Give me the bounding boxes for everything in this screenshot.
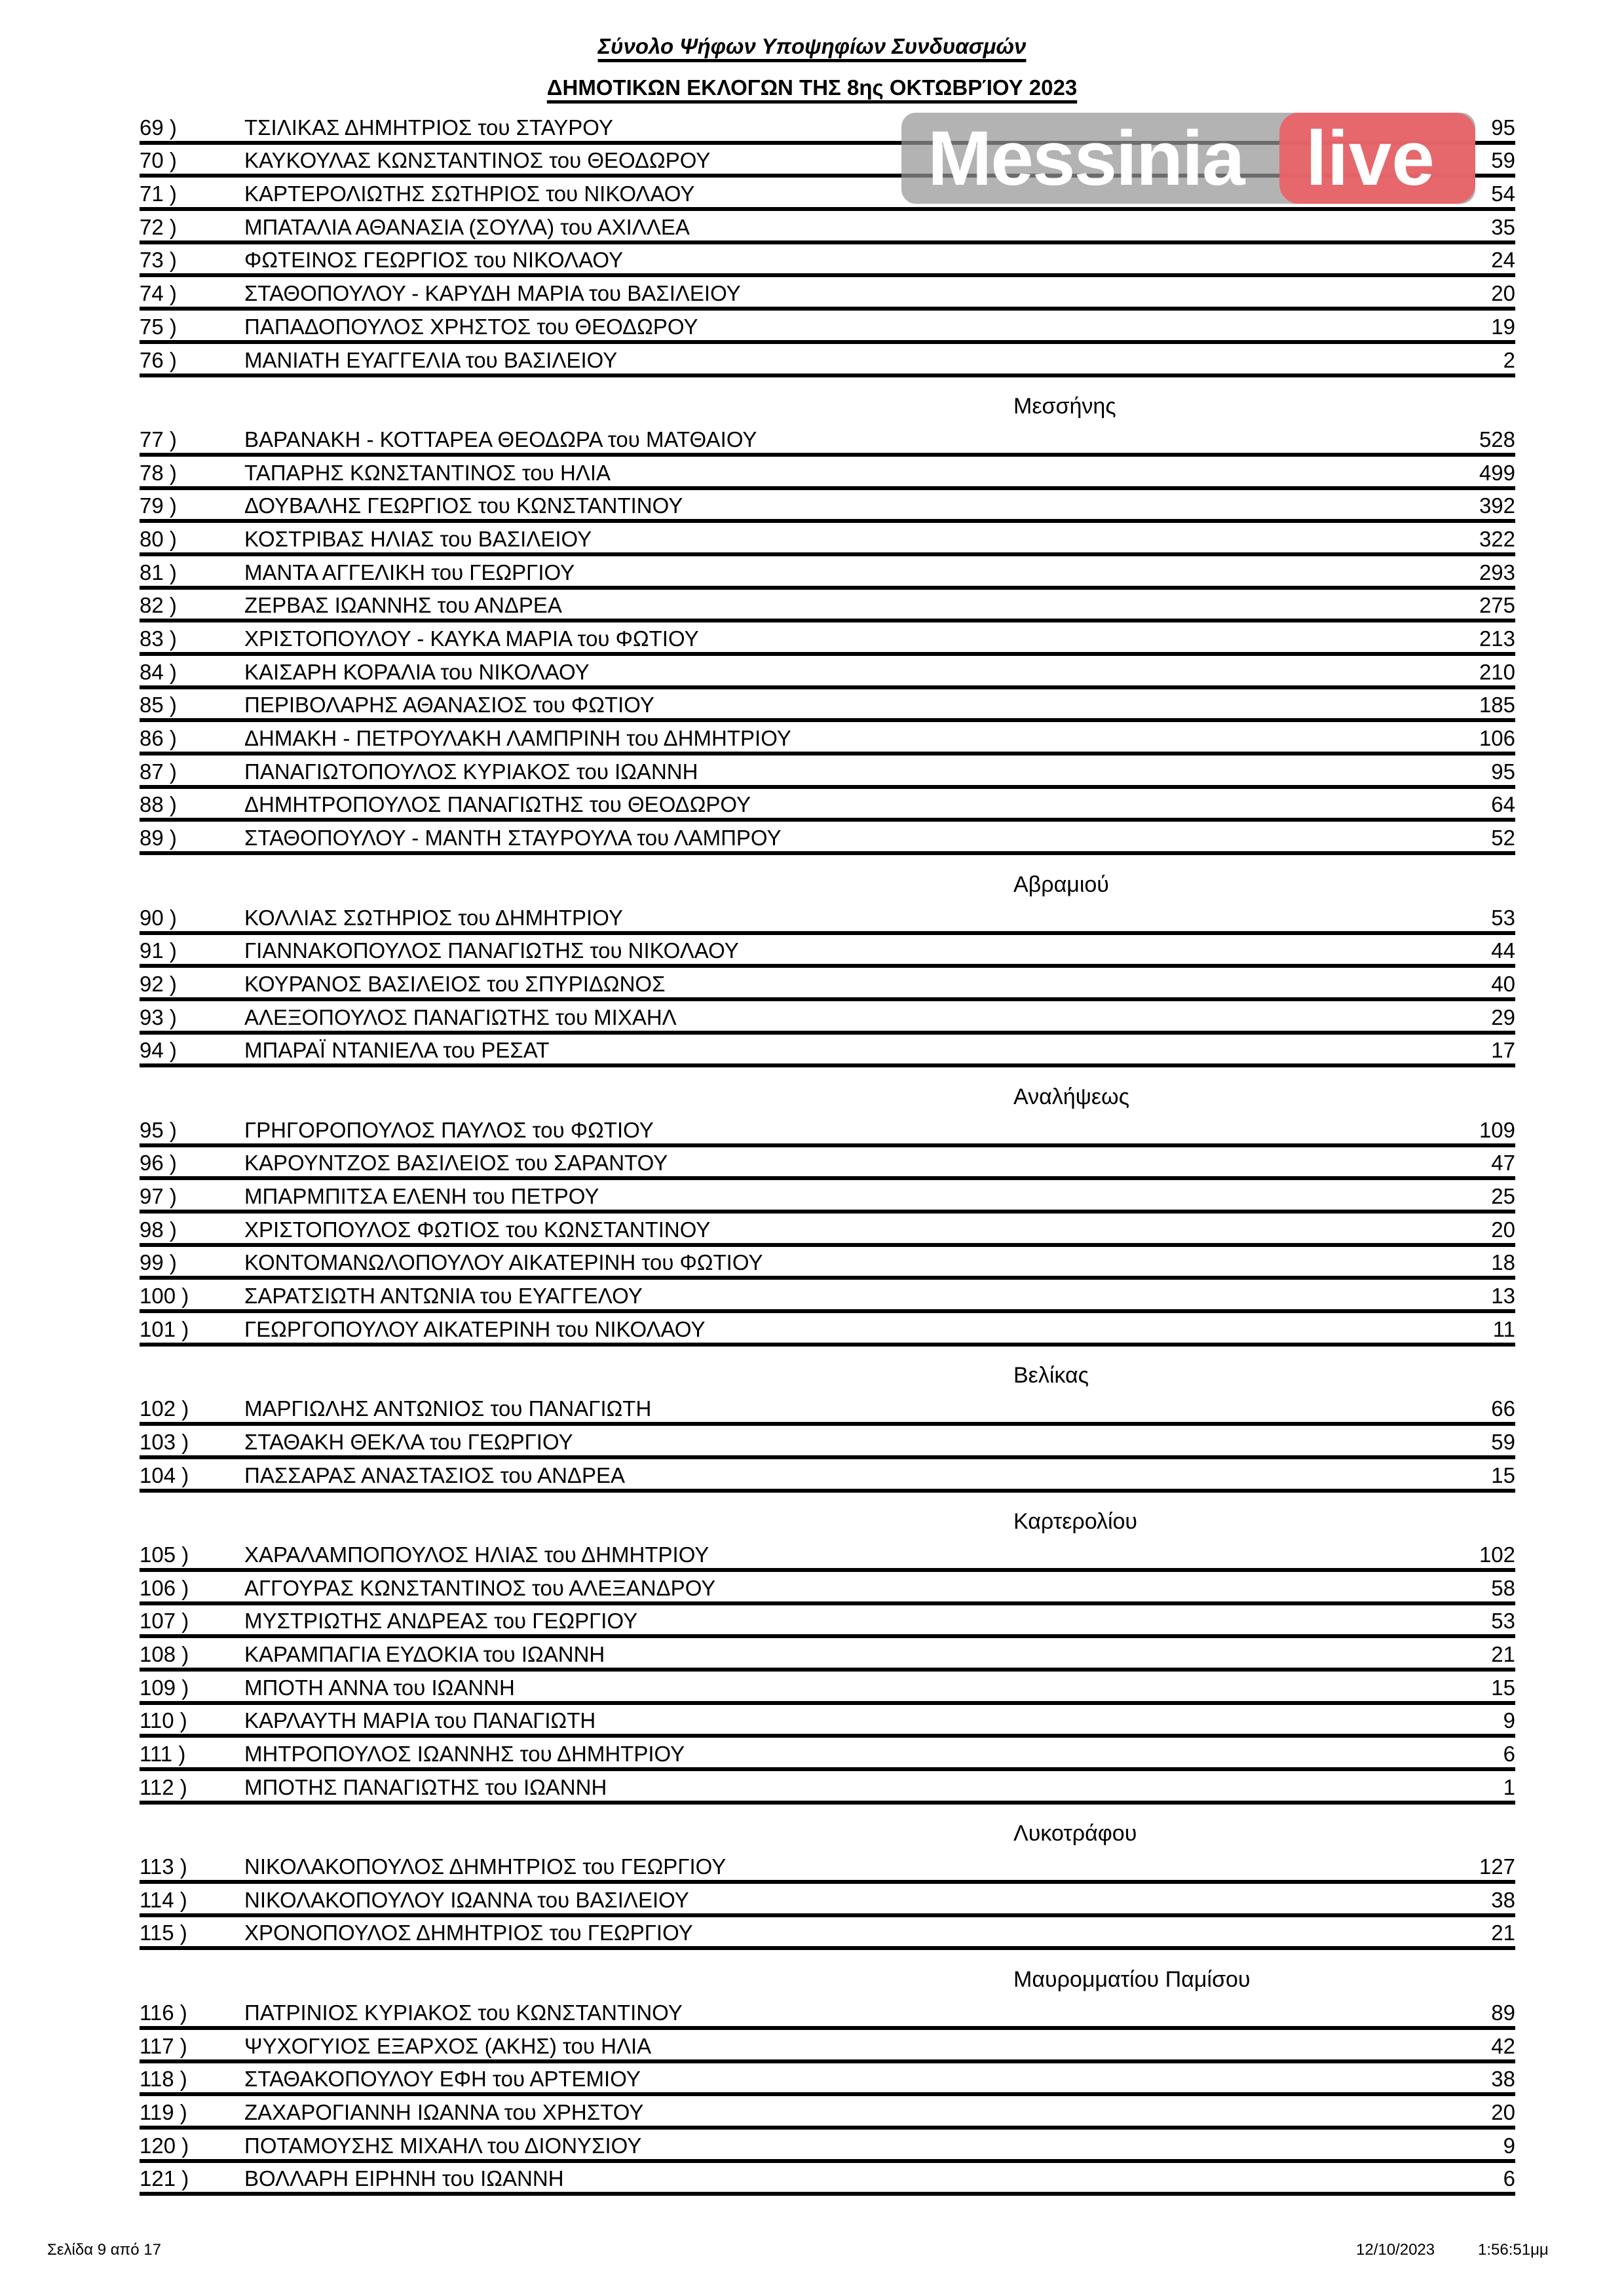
candidate-votes: 20: [1491, 1217, 1515, 1242]
candidate-votes: 21: [1491, 1641, 1515, 1666]
candidate-votes: 38: [1491, 2067, 1515, 2092]
candidate-votes: 15: [1491, 1463, 1515, 1487]
candidate-row: [140, 1180, 1515, 1214]
candidate-num: 88 ): [140, 792, 177, 817]
candidate-name: ΠΑΝΑΓΙΩΤΟΠΟΥΛΟΣ ΚΥΡΙΑΚΟΣ του ΙΩΑΝΝΗ: [244, 759, 698, 784]
section-heading-label: Λυκοτράφου: [1013, 1821, 1137, 1846]
candidate-name: ΓΕΩΡΓΟΠΟΥΛΟΥ ΑΙΚΑΤΕΡΙΝΗ του ΝΙΚΟΛΑΟΥ: [244, 1316, 706, 1341]
section-heading-label: Μεσσήνης: [1013, 394, 1116, 419]
candidate-votes: 6: [1503, 1742, 1515, 1766]
candidate-votes: 109: [1479, 1117, 1515, 1142]
candidate-name: ΑΛΕΞΟΠΟΥΛΟΣ ΠΑΝΑΓΙΩΤΗΣ του ΜΙΧΑΗΛ: [244, 1004, 677, 1029]
candidate-votes: 20: [1491, 2099, 1515, 2124]
messinia-live-watermark-logo: [901, 113, 1475, 204]
candidate-name: ΜΠΑΡΑΪ ΝΤΑΝΙΕΛΑ του ΡΕΣΑΤ: [244, 1038, 550, 1063]
candidate-row: [140, 590, 1515, 623]
candidate-num: 89 ): [140, 826, 177, 851]
candidate-votes: 11: [1492, 1316, 1515, 1341]
candidate-row: [140, 1705, 1515, 1738]
candidate-row: [140, 1147, 1515, 1181]
candidate-num: 112 ): [140, 1774, 187, 1799]
candidate-name: ΠΕΡΙΒΟΛΑΡΗΣ ΑΘΑΝΑΣΙΟΣ του ΦΩΤΙΟΥ: [244, 693, 654, 718]
candidate-row: [140, 2030, 1515, 2063]
candidate-name: ΣΤΑΘΑΚΟΠΟΥΛΟΥ ΕΦΗ του ΑΡΤΕΜΙΟΥ: [244, 2067, 641, 2092]
candidate-num: 120 ): [140, 2133, 189, 2158]
candidate-name: ΧΡΙΣΤΟΠΟΥΛΟΥ - ΚΑΥΚΑ ΜΑΡΙΑ του ΦΩΤΙΟΥ: [244, 626, 699, 651]
candidate-num: 115 ): [140, 1921, 187, 1945]
candidate-votes: 1: [1503, 1774, 1515, 1799]
candidate-name: ΝΙΚΟΛΑΚΟΠΟΥΛΟΥ ΙΩΑΝΝΑ του ΒΑΣΙΛΕΙΟΥ: [244, 1887, 689, 1912]
candidate-votes: 213: [1479, 626, 1515, 651]
candidate-name: ΦΩΤΕΙΝΟΣ ΓΕΩΡΓΙΟΣ του ΝΙΚΟΛΑΟΥ: [244, 248, 624, 273]
candidate-name: ΔΗΜΑΚΗ - ΠΕΤΡΟΥΛΑΚΗ ΛΑΜΠΡΙΝΗ του ΔΗΜΗΤΡΙΟΥ: [244, 726, 791, 751]
candidate-num: 98 ): [140, 1217, 177, 1242]
candidate-name: ΣΤΑΘΟΠΟΥΛΟΥ - ΜΑΝΤΗ ΣΤΑΥΡΟΥΛΑ του ΛΑΜΠΡΟΥ: [244, 826, 782, 851]
candidate-name: ΜΠΟΤΗ ΑΝΝΑ του ΙΩΑΝΝΗ: [244, 1675, 515, 1700]
candidate-votes: 95: [1491, 115, 1515, 140]
candidate-row: [140, 1771, 1515, 1805]
candidate-votes: 21: [1491, 1921, 1515, 1945]
candidate-name: ΒΟΛΛΑΡΗ ΕΙΡΗΝΗ του ΙΩΑΝΝΗ: [244, 2166, 564, 2191]
candidate-row: [140, 523, 1515, 556]
candidate-row: [140, 1426, 1515, 1459]
candidate-row: [140, 1035, 1515, 1068]
candidate-name: ΖΑΧΑΡΟΓΙΑΝΝΗ ΙΩΑΝΝΑ του ΧΡΗΣΤΟΥ: [244, 2099, 644, 2124]
candidate-num: 117 ): [140, 2033, 187, 2058]
watermark-word-messinia: Messinia: [928, 115, 1244, 202]
candidate-row: [140, 902, 1515, 935]
candidate-votes: 127: [1479, 1854, 1515, 1879]
candidate-row: [140, 211, 1515, 244]
candidate-num: 79 ): [140, 493, 177, 518]
candidate-row: [140, 2063, 1515, 2097]
candidate-votes: 392: [1479, 493, 1515, 518]
candidate-num: 114 ): [140, 1887, 187, 1912]
candidate-name: ΓΡΗΓΟΡΟΠΟΥΛΟΣ ΠΑΥΛΟΣ του ΦΩΤΙΟΥ: [244, 1117, 654, 1142]
candidate-num: 71 ): [140, 182, 177, 206]
candidate-num: 69 ): [140, 115, 177, 140]
footer-page-number: Σελίδα 9 από 17: [47, 2241, 161, 2259]
candidate-num: 96 ): [140, 1151, 177, 1176]
candidate-votes: 528: [1479, 427, 1515, 451]
candidate-row: [140, 1638, 1515, 1672]
candidate-votes: 9: [1503, 2133, 1515, 2158]
section-heading-label: Καρτερολίου: [1013, 1509, 1138, 1535]
candidate-name: ΠΑΣΣΑΡΑΣ ΑΝΑΣΤΑΣΙΟΣ του ΑΝΔΡΕΑ: [244, 1463, 625, 1487]
candidate-row: [140, 1572, 1515, 1605]
candidate-name: ΚΟΥΡΑΝΟΣ ΒΑΣΙΛΕΙΟΣ του ΣΠΥΡΙΔΩΝΟΣ: [244, 971, 666, 996]
candidate-name: ΣΑΡΑΤΣΙΩΤΗ ΑΝΤΩΝΙΑ του ΕΥΑΓΓΕΛΟΥ: [244, 1284, 643, 1309]
candidate-votes: 2: [1503, 347, 1515, 372]
candidate-num: 95 ): [140, 1117, 177, 1142]
candidate-num: 100 ): [140, 1284, 189, 1309]
candidate-votes: 293: [1479, 560, 1515, 584]
candidate-votes: 53: [1491, 1609, 1515, 1634]
candidate-votes: 66: [1491, 1396, 1515, 1421]
candidate-row: [140, 1214, 1515, 1247]
candidate-votes: 275: [1479, 593, 1515, 618]
candidate-name: ΜΥΣΤΡΙΩΤΗΣ ΑΝΔΡΕΑΣ του ΓΕΩΡΓΙΟΥ: [244, 1609, 638, 1634]
candidate-num: 110 ): [140, 1708, 187, 1733]
candidate-votes: 499: [1479, 460, 1515, 485]
candidate-num: 101 ): [140, 1316, 189, 1341]
candidate-num: 104 ): [140, 1463, 189, 1487]
candidate-num: 99 ): [140, 1250, 177, 1275]
candidate-num: 80 ): [140, 526, 177, 551]
candidate-name: ΚΟΝΤΟΜΑΝΩΛΟΠΟΥΛΟΥ ΑΙΚΑΤΕΡΙΝΗ του ΦΩΤΙΟΥ: [244, 1250, 763, 1275]
footer-date: 12/10/2023: [1356, 2241, 1435, 2259]
candidate-votes: 95: [1491, 759, 1515, 784]
candidate-row: [140, 1001, 1515, 1035]
candidate-num: 77 ): [140, 427, 177, 451]
candidate-votes: 53: [1491, 905, 1515, 930]
candidate-row: [140, 2096, 1515, 2130]
candidate-name: ΣΤΑΘΑΚΗ ΘΕΚΛΑ του ΓΕΩΡΓΙΟΥ: [244, 1429, 573, 1454]
candidate-num: 105 ): [140, 1542, 189, 1567]
candidate-votes: 13: [1491, 1284, 1515, 1309]
candidate-num: 87 ): [140, 759, 177, 784]
candidate-name: ΚΟΣΤΡΙΒΑΣ ΗΛΙΑΣ του ΒΑΣΙΛΕΙΟΥ: [244, 526, 592, 551]
candidate-votes: 29: [1491, 1004, 1515, 1029]
candidate-name: ΠΟΤΑΜΟΥΣΗΣ ΜΙΧΑΗΛ του ΔΙΟΝΥΣΙΟΥ: [244, 2133, 642, 2158]
candidate-num: 70 ): [140, 148, 177, 173]
candidate-votes: 47: [1491, 1151, 1515, 1176]
document-title: Σύνολο Ψήφων Υποψηφίων Συνδυασμών: [597, 34, 1027, 58]
candidate-row: [140, 1850, 1515, 1884]
candidate-name: ΝΙΚΟΛΑΚΟΠΟΥΛΟΣ ΔΗΜΗΤΡΙΟΣ του ΓΕΩΡΓΙΟΥ: [244, 1854, 727, 1879]
candidate-row: [140, 1997, 1515, 2030]
candidate-row: [140, 556, 1515, 590]
candidate-num: 91 ): [140, 938, 177, 963]
candidate-num: 83 ): [140, 626, 177, 651]
candidate-row: [140, 1672, 1515, 1705]
candidate-name: ΑΓΓΟΥΡΑΣ ΚΩΝΣΤΑΝΤΙΝΟΣ του ΑΛΕΞΑΝΔΡΟΥ: [244, 1575, 716, 1600]
candidate-row: [140, 935, 1515, 968]
candidate-name: ΓΙΑΝΝΑΚΟΠΟΥΛΟΣ ΠΑΝΑΓΙΩΤΗΣ του ΝΙΚΟΛΑΟΥ: [244, 938, 739, 963]
candidate-row: [140, 490, 1515, 524]
candidate-votes: 17: [1491, 1038, 1515, 1063]
candidate-name: ΚΟΛΛΙΑΣ ΣΩΤΗΡΙΟΣ του ΔΗΜΗΤΡΙΟΥ: [244, 905, 623, 930]
candidate-num: 92 ): [140, 971, 177, 996]
candidate-num: 90 ): [140, 905, 177, 930]
section-heading-label: Βελίκας: [1013, 1363, 1089, 1388]
candidate-name: ΚΑΡΟΥΝΤΖΟΣ ΒΑΣΙΛΕΙΟΣ του ΣΑΡΑΝΤΟΥ: [244, 1151, 668, 1176]
candidate-row: [140, 244, 1515, 278]
candidate-row: [140, 968, 1515, 1001]
candidate-name: ΚΑΥΚΟΥΛΑΣ ΚΩΝΣΤΑΝΤΙΝΟΣ του ΘΕΟΔΩΡΟΥ: [244, 148, 711, 173]
candidate-num: 103 ): [140, 1429, 189, 1454]
candidate-num: 76 ): [140, 347, 177, 372]
candidate-row: [140, 277, 1515, 311]
candidate-name: ΧΑΡΑΛΑΜΠΟΠΟΥΛΟΣ ΗΛΙΑΣ του ΔΗΜΗΤΡΙΟΥ: [244, 1542, 709, 1567]
candidate-name: ΨΥΧΟΓΥΙΟΣ ΕΞΑΡΧΟΣ (ΑΚΗΣ) του ΗΛΙΑ: [244, 2033, 652, 2058]
candidate-votes: 20: [1491, 281, 1515, 306]
candidate-row: [140, 311, 1515, 344]
candidate-name: ΣΤΑΘΟΠΟΥΛΟΥ - ΚΑΡΥΔΗ ΜΑΡΙΑ του ΒΑΣΙΛΕΙΟΥ: [244, 281, 741, 306]
candidate-num: 118 ): [140, 2067, 187, 2092]
candidate-row: [140, 1247, 1515, 1280]
candidate-votes: 59: [1491, 1429, 1515, 1454]
candidate-name: ΠΑΤΡΙΝΙΟΣ ΚΥΡΙΑΚΟΣ του ΚΩΝΣΤΑΝΤΙΝΟΥ: [244, 2000, 683, 2025]
candidate-name: ΜΠΑΤΑΛΙΑ ΑΘΑΝΑΣΙΑ (ΣΟΥΛΑ) του ΑΧΙΛΛΕΑ: [244, 214, 690, 239]
candidate-name: ΔΟΥΒΑΛΗΣ ΓΕΩΡΓΙΟΣ του ΚΩΝΣΤΑΝΤΙΝΟΥ: [244, 493, 683, 518]
candidate-votes: 15: [1491, 1675, 1515, 1700]
candidate-num: 109 ): [140, 1675, 189, 1700]
section-heading-label: Μαυρομματίου Παμίσου: [1013, 1967, 1251, 1993]
candidate-name: ΠΑΠΑΔΟΠΟΥΛΟΣ ΧΡΗΣΤΟΣ του ΘΕΟΔΩΡΟΥ: [244, 314, 698, 339]
candidate-row: [140, 689, 1515, 723]
candidate-votes: 185: [1479, 693, 1515, 718]
candidate-votes: 38: [1491, 1887, 1515, 1912]
candidate-votes: 54: [1491, 182, 1515, 206]
candidate-row: [140, 423, 1515, 457]
candidate-name: ΤΣΙΛΙΚΑΣ ΔΗΜΗΤΡΙΟΣ του ΣΤΑΥΡΟΥ: [244, 115, 613, 140]
candidate-row: [140, 1392, 1515, 1426]
candidate-row: [140, 2130, 1515, 2163]
candidate-num: 75 ): [140, 314, 177, 339]
candidate-name: ΧΡΟΝΟΠΟΥΛΟΣ ΔΗΜΗΤΡΙΟΣ του ΓΕΩΡΓΙΟΥ: [244, 1921, 693, 1945]
candidate-num: 93 ): [140, 1004, 177, 1029]
candidate-name: ΜΠΟΤΗΣ ΠΑΝΑΓΙΩΤΗΣ του ΙΩΑΝΝΗ: [244, 1774, 607, 1799]
candidate-row: [140, 622, 1515, 656]
candidate-votes: 89: [1491, 2000, 1515, 2025]
section-heading: [140, 1950, 1515, 1997]
candidate-name: ΚΑΡΛΑΥΤΗ ΜΑΡΙΑ του ΠΑΝΑΓΙΩΤΗ: [244, 1708, 596, 1733]
candidate-num: 81 ): [140, 560, 177, 584]
candidate-num: 108 ): [140, 1641, 189, 1666]
watermark-word-live: live: [1306, 115, 1435, 202]
candidate-row: [140, 1313, 1515, 1347]
candidate-name: ΜΑΡΓΙΩΛΗΣ ΑΝΤΩΝΙΟΣ του ΠΑΝΑΓΙΩΤΗ: [244, 1396, 652, 1421]
candidate-num: 97 ): [140, 1184, 177, 1208]
candidate-row: [140, 2163, 1515, 2196]
candidate-row: [140, 457, 1515, 490]
candidate-row: [140, 722, 1515, 756]
candidate-row: [140, 1738, 1515, 1771]
candidate-num: 111 ): [140, 1742, 186, 1766]
section-heading: [140, 855, 1515, 902]
candidate-row: [140, 1114, 1515, 1147]
candidate-votes: 52: [1491, 826, 1515, 851]
candidate-row: [140, 1884, 1515, 1917]
section-heading: [140, 1347, 1515, 1393]
candidate-votes: 106: [1479, 726, 1515, 751]
candidate-votes: 9: [1503, 1708, 1515, 1733]
candidate-votes: 58: [1491, 1575, 1515, 1600]
candidate-list: [140, 111, 1515, 2196]
section-heading: [140, 1067, 1515, 1114]
candidate-votes: 102: [1479, 1542, 1515, 1567]
candidate-name: ΧΡΙΣΤΟΠΟΥΛΟΣ ΦΩΤΙΟΣ του ΚΩΝΣΤΑΝΤΙΝΟΥ: [244, 1217, 711, 1242]
candidate-name: ΖΕΡΒΑΣ ΙΩΑΝΝΗΣ του ΑΝΔΡΕΑ: [244, 593, 562, 618]
candidate-row: [140, 1459, 1515, 1493]
candidate-votes: 25: [1491, 1184, 1515, 1208]
candidate-votes: 64: [1491, 792, 1515, 817]
candidate-votes: 44: [1491, 938, 1515, 963]
section-heading: [140, 1493, 1515, 1539]
candidate-num: 86 ): [140, 726, 177, 751]
candidate-name: ΒΑΡΑΝΑΚΗ - ΚΟΤΤΑΡΕΑ ΘΕΟΔΩΡΑ του ΜΑΤΘΑΙΟΥ: [244, 427, 757, 451]
candidate-num: 94 ): [140, 1038, 177, 1063]
candidate-name: ΜΑΝΤΑ ΑΓΓΕΛΙΚΗ του ΓΕΩΡΓΙΟΥ: [244, 560, 575, 584]
candidate-name: ΜΑΝΙΑΤΗ ΕΥΑΓΓΕΛΙΑ του ΒΑΣΙΛΕΙΟΥ: [244, 347, 618, 372]
candidate-votes: 40: [1491, 971, 1515, 996]
candidate-num: 121 ): [140, 2166, 189, 2191]
section-heading-label: Αβραμιού: [1013, 871, 1109, 897]
candidate-name: ΚΑΙΣΑΡΗ ΚΟΡΑΛΙΑ του ΝΙΚΟΛΑΟΥ: [244, 659, 590, 684]
candidate-votes: 42: [1491, 2033, 1515, 2058]
candidate-votes: 35: [1491, 214, 1515, 239]
candidate-row: [140, 344, 1515, 377]
candidate-num: 106 ): [140, 1575, 189, 1600]
candidate-votes: 24: [1491, 248, 1515, 273]
candidate-num: 82 ): [140, 593, 177, 618]
candidate-row: [140, 1605, 1515, 1639]
candidate-name: ΔΗΜΗΤΡΟΠΟΥΛΟΣ ΠΑΝΑΓΙΩΤΗΣ του ΘΕΟΔΩΡΟΥ: [244, 792, 751, 817]
candidate-num: 102 ): [140, 1396, 189, 1421]
candidate-name: ΜΗΤΡΟΠΟΥΛΟΣ ΙΩΑΝΝΗΣ του ΔΗΜΗΤΡΙΟΥ: [244, 1742, 685, 1766]
candidate-row: [140, 656, 1515, 689]
candidate-row: [140, 1539, 1515, 1572]
candidate-num: 74 ): [140, 281, 177, 306]
candidate-num: 107 ): [140, 1609, 189, 1634]
section-heading: [140, 1805, 1515, 1851]
watermark-live-badge: [1279, 113, 1475, 204]
candidate-votes: 210: [1479, 659, 1515, 684]
candidate-num: 78 ): [140, 460, 177, 485]
candidate-num: 113 ): [140, 1854, 187, 1879]
section-heading-label: Αναλήψεως: [1013, 1084, 1129, 1109]
candidate-row: [140, 756, 1515, 789]
candidate-num: 84 ): [140, 659, 177, 684]
section-heading: [140, 377, 1515, 424]
candidate-votes: 18: [1491, 1250, 1515, 1275]
candidate-name: ΚΑΡΤΕΡΟΛΙΩΤΗΣ ΣΩΤΗΡΙΟΣ του ΝΙΚΟΛΑΟΥ: [244, 182, 695, 206]
candidate-row: [140, 822, 1515, 855]
candidate-row: [140, 1917, 1515, 1951]
candidate-votes: 6: [1503, 2166, 1515, 2191]
candidate-num: 116 ): [140, 2000, 187, 2025]
candidate-num: 119 ): [140, 2099, 187, 2124]
candidate-name: ΚΑΡΑΜΠΑΓΙΑ ΕΥΔΟΚΙΑ του ΙΩΑΝΝΗ: [244, 1641, 605, 1666]
candidate-row: [140, 789, 1515, 822]
footer-time: 1:56:51μμ: [1478, 2241, 1549, 2259]
candidate-num: 73 ): [140, 248, 177, 273]
candidate-votes: 322: [1479, 526, 1515, 551]
document-subtitle: ΔΗΜΟΤΙΚΩΝ ΕΚΛΟΓΩΝ ΤΗΣ 8ης ΟΚΤΩΒΡΊΟΥ 2023: [546, 75, 1078, 100]
candidate-votes: 19: [1491, 314, 1515, 339]
candidate-name: ΜΠΑΡΜΠΙΤΣΑ ΕΛΕΝΗ του ΠΕΤΡΟΥ: [244, 1184, 599, 1208]
candidate-num: 72 ): [140, 214, 177, 239]
candidate-votes: 59: [1491, 148, 1515, 173]
candidate-row: [140, 1280, 1515, 1313]
candidate-name: ΤΑΠΑΡΗΣ ΚΩΝΣΤΑΝΤΙΝΟΣ του ΗΛΙΑ: [244, 460, 611, 485]
candidate-num: 85 ): [140, 693, 177, 718]
